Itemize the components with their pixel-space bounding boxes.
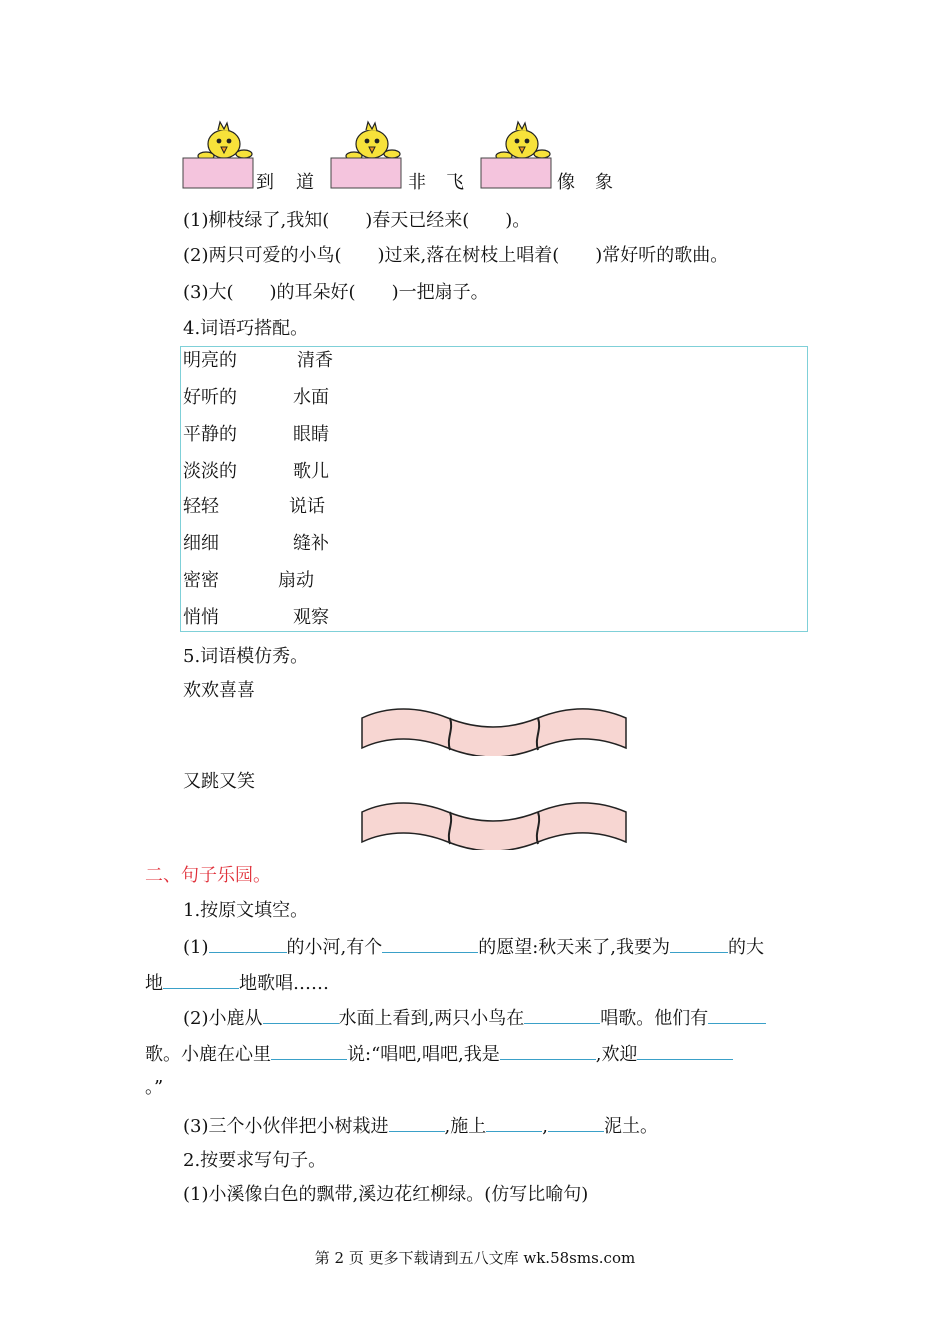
match-right-4[interactable]: 歌儿	[293, 461, 329, 482]
blank-input[interactable]	[500, 1041, 596, 1060]
blank-input[interactable]	[382, 934, 478, 953]
text: 唱歌。他们有	[600, 1008, 709, 1029]
fill-sentence-1-cont	[145, 970, 329, 996]
match-right-1[interactable]: 清香	[297, 350, 333, 371]
fill-sentence-3	[183, 1113, 658, 1139]
group-1-char-b: 道	[296, 172, 314, 193]
match-right-7[interactable]: 扇动	[278, 570, 314, 591]
blank-input[interactable]	[548, 1113, 604, 1132]
chick-group-2	[328, 120, 408, 192]
q4-title: 4.词语巧搭配。	[183, 318, 309, 339]
blank-input[interactable]	[670, 934, 728, 953]
text: ,欢迎	[595, 1044, 638, 1065]
group-1-char-a: 到	[256, 172, 274, 193]
text: 的小河,有个	[286, 937, 383, 958]
match-left-8[interactable]: 悄悄	[183, 607, 219, 628]
match-left-2[interactable]: 好听的	[183, 387, 237, 408]
matching-box	[180, 346, 808, 632]
q3-sentence-1: (1)柳枝绿了,我知( )春天已经来( )。	[183, 210, 531, 231]
pink-answer-box	[183, 158, 253, 188]
pink-answer-box	[331, 158, 401, 188]
match-right-3[interactable]: 眼睛	[293, 424, 329, 445]
match-right-6[interactable]: 缝补	[293, 533, 329, 554]
match-right-5[interactable]: 说话	[289, 496, 325, 517]
text: 泥土。	[603, 1116, 658, 1137]
match-right-2[interactable]: 水面	[293, 387, 329, 408]
blank-input[interactable]	[389, 1113, 445, 1132]
text: ,施上	[444, 1116, 487, 1137]
text: (3)三个小伙伴把小树栽进	[183, 1116, 389, 1137]
group-3-char-a: 像	[557, 172, 575, 193]
page-footer: 第 2 页 更多下载请到五八文库 wk.58sms.com	[314, 1249, 636, 1267]
match-right-8[interactable]: 观察	[293, 607, 329, 628]
chick-group-3	[478, 120, 558, 192]
text: (1)	[183, 937, 209, 958]
section-2-sub-2: 2.按要求写句子。	[183, 1150, 327, 1171]
q5-example-2: 又跳又笑	[183, 771, 255, 792]
blank-input[interactable]	[263, 1005, 339, 1024]
blank-input[interactable]	[637, 1041, 733, 1060]
pink-answer-box	[481, 158, 551, 188]
q5-example-1: 欢欢喜喜	[183, 680, 255, 701]
match-left-5[interactable]: 轻轻	[183, 496, 219, 517]
match-left-3[interactable]: 平静的	[183, 424, 237, 445]
group-3-char-b: 象	[595, 172, 613, 193]
match-left-1[interactable]: 明亮的	[183, 350, 237, 371]
fill-sentence-2-end: 。”	[145, 1077, 164, 1098]
fill-sentence-2-cont	[145, 1041, 733, 1067]
group-2-char-b: 飞	[446, 172, 464, 193]
q3-sentence-2: (2)两只可爱的小鸟( )过来,落在树枝上唱着( )常好听的歌曲。	[183, 245, 729, 266]
q5-title: 5.词语模仿秀。	[183, 646, 309, 667]
match-left-6[interactable]: 细细	[183, 533, 219, 554]
text: 地	[145, 973, 163, 994]
chick-icon	[198, 122, 252, 160]
match-left-7[interactable]: 密密	[183, 570, 219, 591]
group-2-char-a: 非	[408, 172, 426, 193]
text: 说:“唱吧,唱吧,我是	[347, 1044, 500, 1065]
chick-group-1	[180, 120, 260, 192]
section-2-heading: 二、句子乐园。	[145, 865, 271, 886]
text: 歌。小鹿在心里	[145, 1044, 271, 1065]
fill-sentence-1	[183, 934, 764, 960]
text: 地歌唱……	[239, 973, 329, 994]
text: ,	[542, 1116, 548, 1137]
blank-input[interactable]	[163, 970, 239, 989]
chick-icon	[496, 122, 550, 160]
text: 的大	[728, 937, 765, 958]
chick-icon	[346, 122, 400, 160]
blank-input[interactable]	[708, 1005, 766, 1024]
text: (2)小鹿从	[183, 1008, 263, 1029]
q3-sentence-3: (3)大( )的耳朵好( )一把扇子。	[183, 282, 489, 303]
ribbon-answer-2[interactable]	[358, 798, 630, 850]
text: 水面上看到,两只小鸟在	[338, 1008, 525, 1029]
blank-input[interactable]	[524, 1005, 600, 1024]
text: 的愿望:秋天来了,我要为	[478, 937, 671, 958]
blank-input[interactable]	[209, 934, 287, 953]
fill-sentence-2	[183, 1005, 766, 1031]
ribbon-answer-1[interactable]	[358, 704, 630, 756]
write-sentence-1: (1)小溪像白色的飘带,溪边花红柳绿。(仿写比喻句)	[183, 1184, 589, 1205]
match-left-4[interactable]: 淡淡的	[183, 461, 237, 482]
blank-input[interactable]	[271, 1041, 347, 1060]
blank-input[interactable]	[486, 1113, 542, 1132]
section-2-sub-1: 1.按原文填空。	[183, 900, 309, 921]
